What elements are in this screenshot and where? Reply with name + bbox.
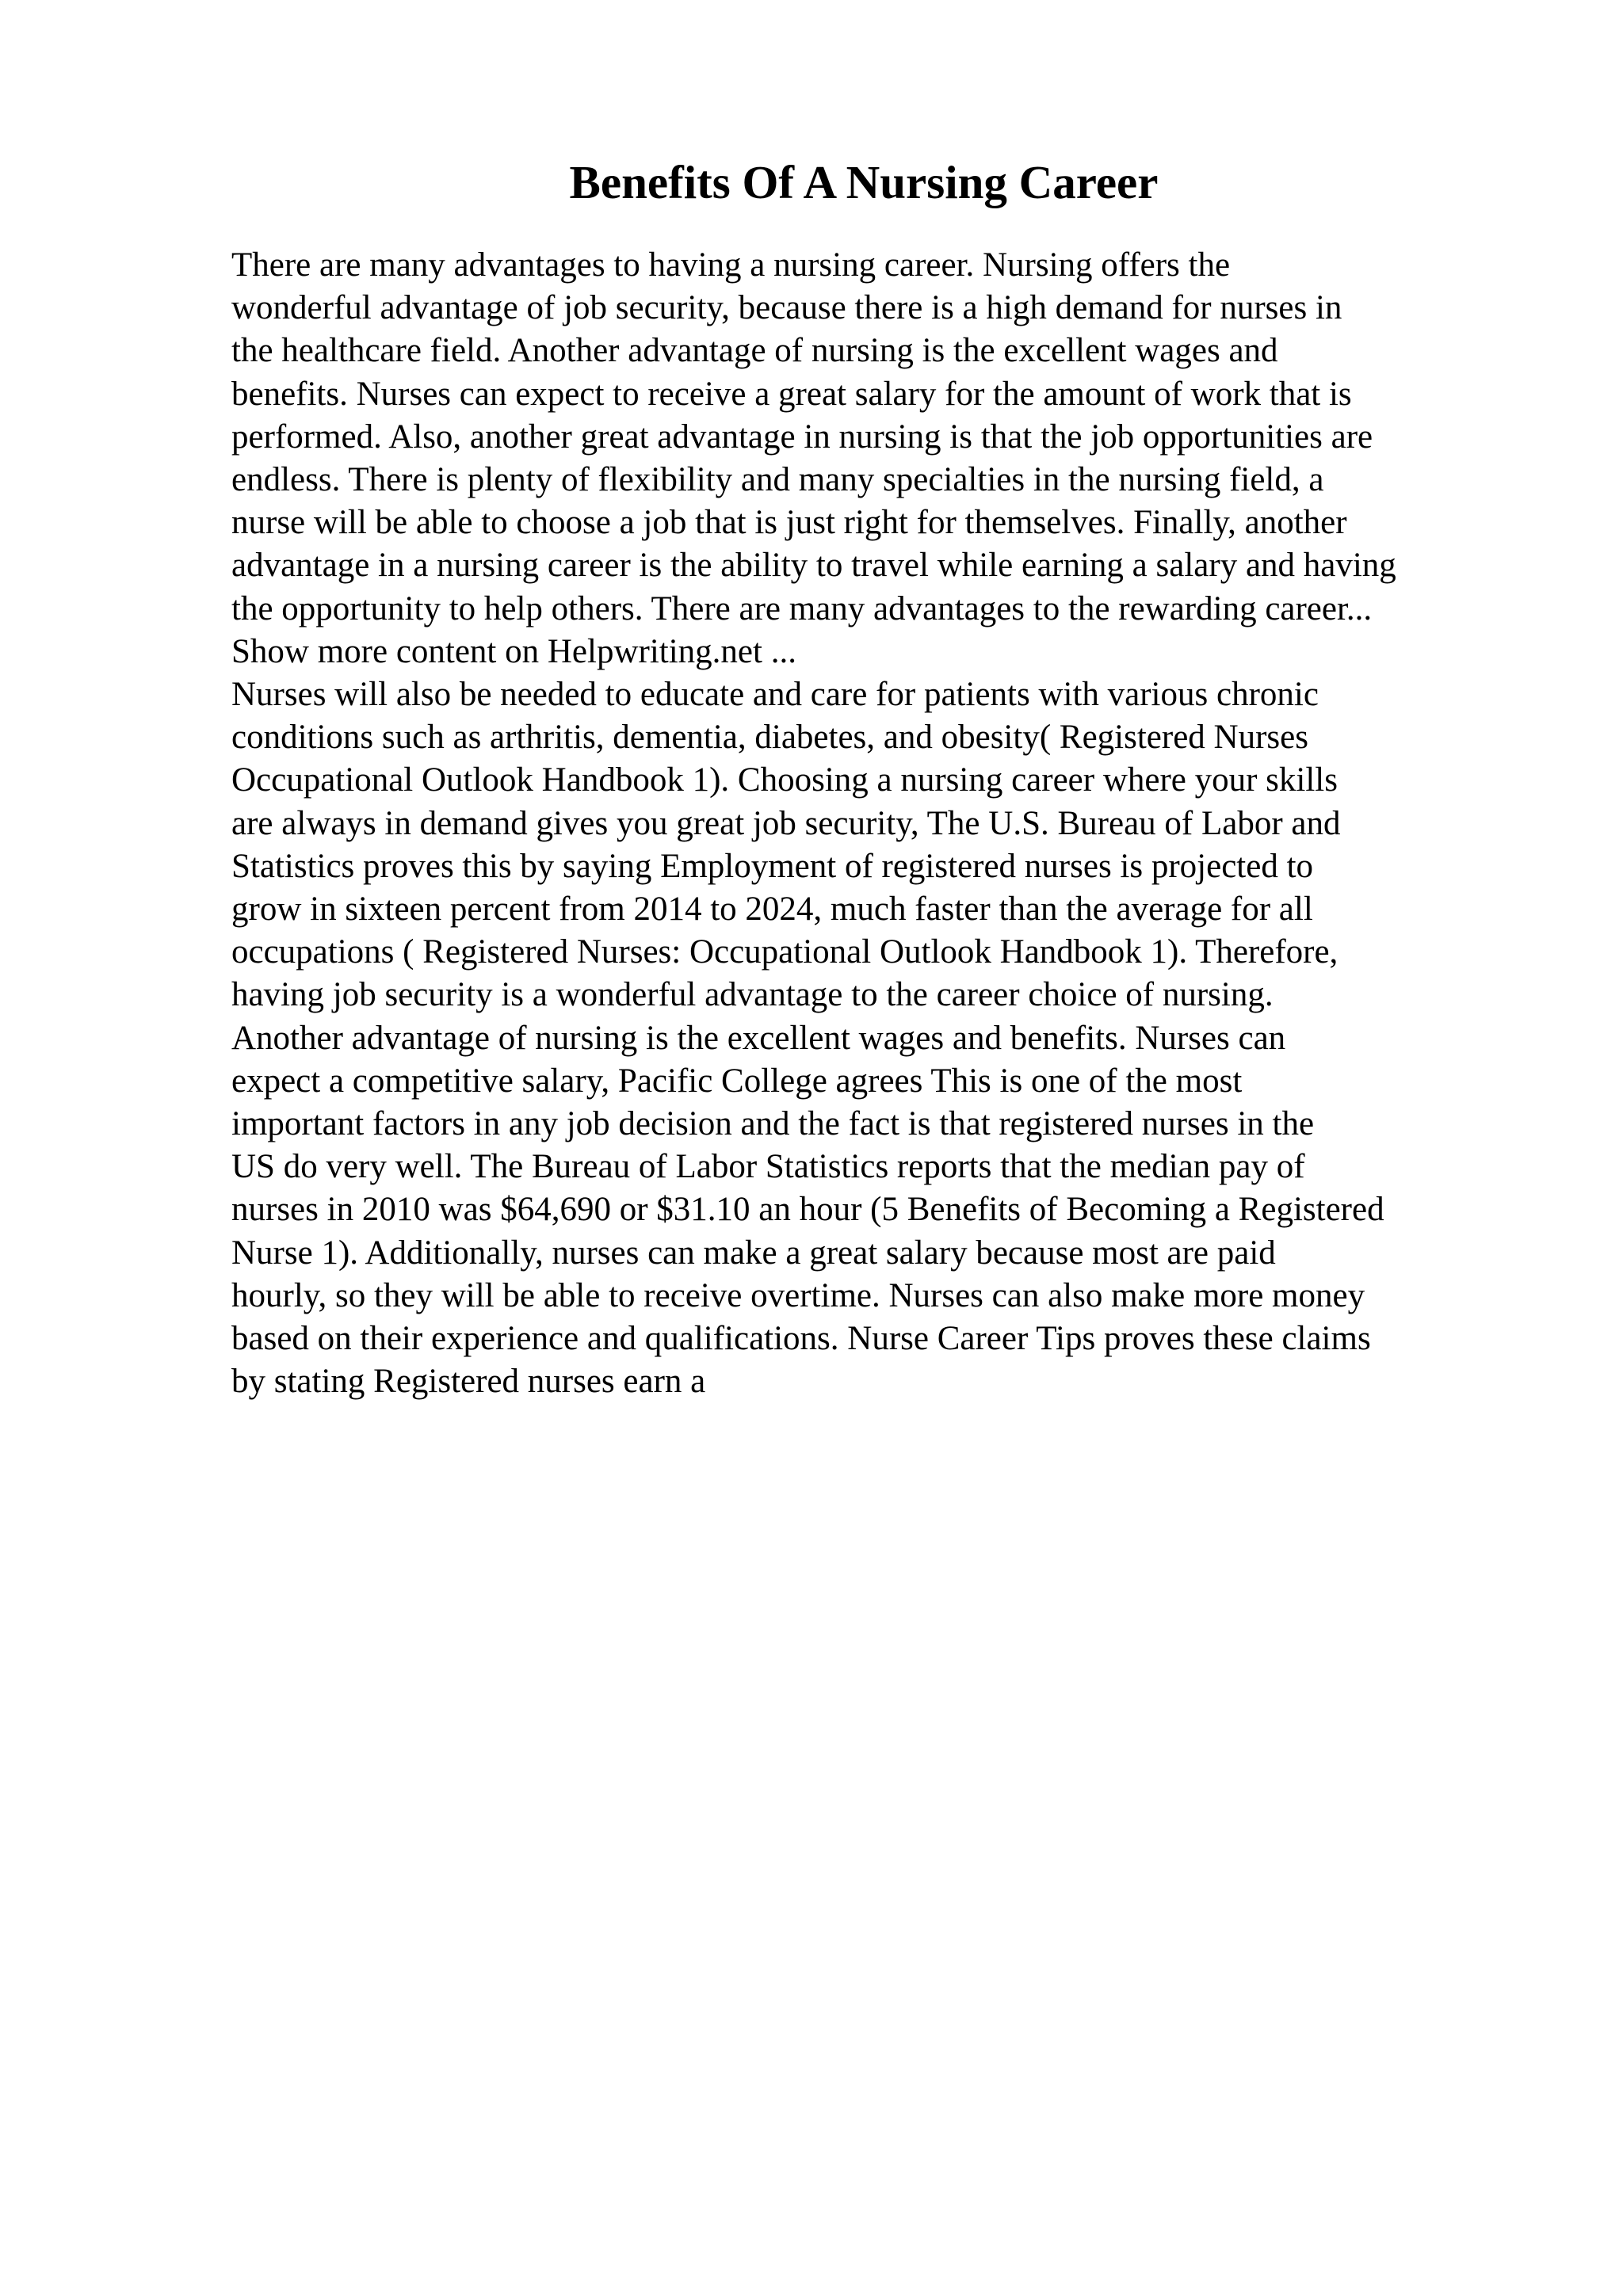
body-line: advantage in a nursing career is the ability to travel while earning a salary and having: [231, 547, 1396, 585]
body-line: performed. Also, another great advantage in nursing is that the job opportunities are: [231, 418, 1373, 456]
body-line: Occupational Outlook Handbook 1). Choosing a nursing career where your skills: [231, 761, 1338, 799]
body-line: are always in demand gives you great job security, The U.S. Bureau of Labor and: [231, 804, 1341, 842]
document-body: [231, 244, 1531, 1403]
body-line: Another advantage of nursing is the excellent wages and benefits. Nurses can: [231, 1019, 1286, 1057]
body-line: benefits. Nurses can expect to receive a great salary for the amount of work that is: [231, 375, 1352, 413]
body-line: There are many advantages to having a nursing career. Nursing offers the: [231, 246, 1231, 284]
body-line: occupations ( Registered Nurses: Occupational Outlook Handbook 1). Therefore,: [231, 933, 1338, 971]
body-line: endless. There is plenty of flexibility and many specialties in the nursing field, a: [231, 461, 1324, 499]
body-line: the opportunity to help others. There are many advantages to the rewarding career...: [231, 589, 1373, 627]
body-line: nurses in 2010 was $64,690 or $31.10 an hour (5 Benefits of Becoming a Registered: [231, 1191, 1384, 1229]
body-line: Statistics proves this by saying Employment of registered nurses is projected to: [231, 847, 1314, 885]
body-line: the healthcare field. Another advantage of nursing is the excellent wages and: [231, 332, 1278, 370]
body-line: US do very well. The Bureau of Labor Statistics reports that the median pay of: [231, 1148, 1305, 1186]
body-line: Nurses will also be needed to educate and care for patients with various chronic: [231, 676, 1319, 714]
body-line: hourly, so they will be able to receive overtime. Nurses can also make more money: [231, 1276, 1365, 1314]
body-line: nurse will be able to choose a job that is just right for themselves. Finally, another: [231, 504, 1347, 542]
body-line: wonderful advantage of job security, because there is a high demand for nurses in: [231, 289, 1342, 327]
document-title: Benefits Of A Nursing Career: [569, 156, 1159, 208]
body-line: having job security is a wonderful advantage to the career choice of nursing.: [231, 976, 1274, 1014]
body-line: expect a competitive salary, Pacific College agrees This is one of the most: [231, 1062, 1243, 1100]
body-line: conditions such as arthritis, dementia, diabetes, and obesity( Registered Nurses: [231, 719, 1308, 757]
body-line: grow in sixteen percent from 2014 to 2024, much faster than the average for all: [231, 891, 1313, 929]
body-line: Nurse 1). Additionally, nurses can make a great salary because most are paid: [231, 1234, 1276, 1272]
show-more-link[interactable]: Show more content on Helpwriting.net ...: [231, 632, 796, 670]
body-line: based on their experience and qualifications. Nurse Career Tips proves these claims: [231, 1320, 1371, 1358]
body-line: important factors in any job decision and the fact is that registered nurses in the: [231, 1105, 1315, 1143]
body-line: by stating Registered nurses earn a: [231, 1363, 706, 1401]
